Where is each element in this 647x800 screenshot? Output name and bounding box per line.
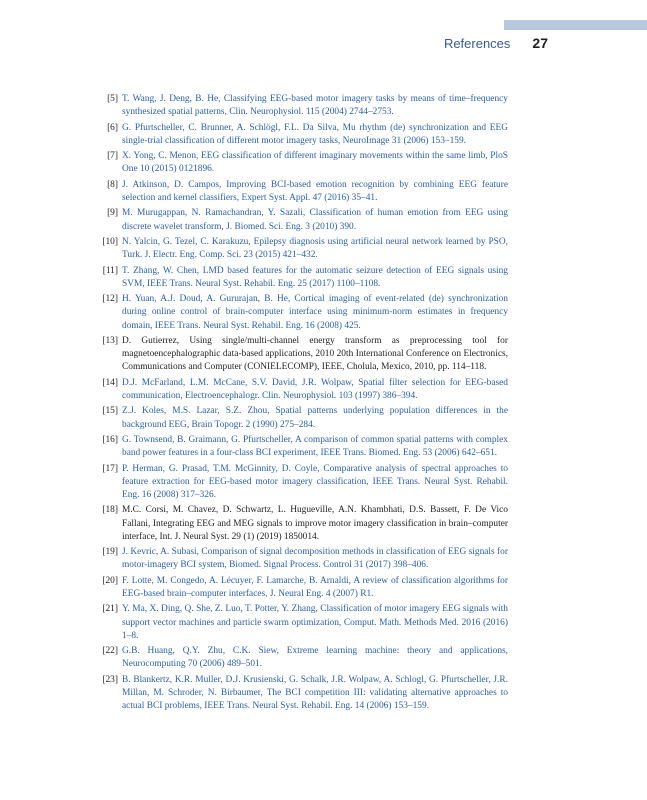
reference-link[interactable]: T. Zhang, W. Chen, LMD based features for the automatic seizure detection of EEG signals using SVM, IEEE Trans. Neural Syst. Rehabil. Eng. 25 (2017) 1100–1108. [122, 265, 508, 289]
reference-item[interactable] [96, 377, 508, 403]
reference-link[interactable]: G.B. Huang, Q.Y. Zhu, C.K. Siew, Extreme learning machine: theory and applications, Neurocomputing 70 (2006) 489–501. [122, 646, 508, 670]
page-number: 27 [532, 35, 548, 51]
reference-link[interactable]: Z.J. Koles, M.S. Lazar, S.Z. Zhou, Spatial patterns underlying population differences in the background EEG, Brain Topogr. 2 (1990) 275–284. [122, 406, 508, 430]
section-title: References [443, 36, 511, 51]
reference-link[interactable]: T. Wang, J. Deng, B. He, Classifying EEG-based motor imagery tasks by means of time–frequency synthesized spatial patterns, Clin. Neurophysiol. 115 (2004) 2744–2753. [122, 94, 508, 118]
reference-number: [6] [107, 122, 118, 133]
reference-link[interactable]: M. Murugappan, N. Ramachandran, Y. Sazali, Classification of human emotion from EEG using discrete wavelet transform, J. Biomed. Sci. Eng. 3 (2010) 390. [122, 208, 508, 232]
reference-number: [21] [102, 604, 118, 615]
reference-link[interactable]: N. Yalcin, G. Tezel, C. Karakuzu, Epilepsy diagnosis using artificial neural network learned by PSO, Turk. J. Electr. Eng. Comp. Sci. 23 (2015) 421–432. [122, 236, 508, 261]
reference-item [96, 335, 508, 375]
reference-number: [11] [102, 265, 118, 276]
reference-link[interactable]: X. Yong, C. Menon, EEG classification of different imaginary movements within the same limb, PloS One 10 (2015) 0121896. [122, 151, 508, 175]
reference-number: [18] [102, 505, 118, 516]
reference-item[interactable] [96, 207, 508, 233]
reference-number: [14] [102, 377, 118, 388]
reference-link[interactable]: B. Blankertz, K.R. Muller, D.J. Krusienski, G. Schalk, J.R. Wolpaw, A. Schlogl, G. Pfurtscheller, J.R. Millan, M. Schroder, N. Birbaumer, The BCI competition III: validating alternative approaches to actual BCI problems, IEEE Trans. Neural Syst. Rehabil. Eng. 14 (2006) 153–159. [122, 674, 508, 712]
reference-number: [19] [102, 547, 118, 558]
reference-item[interactable] [96, 645, 508, 671]
reference-number: [20] [102, 575, 118, 586]
running-head [0, 35, 548, 53]
reference-text: D. Gutierrez, Using single/multi-channel energy transform as preprocessing tool for magnetoencephalographic data-based applications, 2010 20th International Conference on Electronics, Communications and Computer (CONIELECOMP), IEEE, Cholula, Mexico, 2010, pp. 114–118. [122, 335, 508, 373]
reference-number: [17] [102, 463, 118, 474]
reference-item[interactable] [96, 122, 508, 148]
reference-list [96, 93, 508, 716]
reference-item[interactable] [96, 293, 508, 333]
reference-item[interactable] [96, 575, 508, 601]
reference-item[interactable] [96, 674, 508, 714]
reference-link[interactable]: G. Pfurtscheller, C. Brunner, A. Schlögl, F.L. Da Silva, Mu rhythm (de) synchronization and EEG single-trial classification of different motor imagery tasks, NeuroImage 31 (2006) 153–159. [122, 122, 508, 146]
reference-link[interactable]: P. Herman, G. Prasad, T.M. McGinnity, D. Coyle, Comparative analysis of spectral approaches to feature extraction for EEG-based motor imagery classification, IEEE Trans. Neural Syst. Rehabil. Eng. 16 (2008) 317–326. [122, 463, 508, 500]
reference-number: [22] [102, 646, 118, 657]
reference-number: [9] [107, 208, 118, 219]
reference-number: [23] [102, 674, 118, 685]
reference-item[interactable] [96, 236, 508, 262]
reference-number: [12] [102, 294, 118, 305]
reference-item[interactable] [96, 546, 508, 572]
reference-number: [5] [107, 94, 118, 104]
reference-number: [15] [102, 406, 118, 417]
reference-link[interactable]: H. Yuan, A.J. Doud, A. Gururajan, B. He, Cortical imaging of event-related (de) synchronization during online control of brain-computer interface using minimum-norm estimates in frequency domain, IEEE Trans. Neural Syst. Rehabil. Eng. 16 (2008) 425. [122, 294, 508, 331]
reference-item[interactable] [96, 150, 508, 176]
header-accent-bar [504, 20, 647, 30]
reference-item [96, 504, 508, 544]
reference-item[interactable] [96, 434, 508, 460]
reference-number: [8] [107, 179, 118, 190]
reference-number: [7] [107, 151, 118, 162]
reference-link[interactable]: J. Kevric, A. Subasi, Comparison of signal decomposition methods in classification of EEG signals for motor-imagery BCI system, Biomed. Signal Process. Control 31 (2017) 398–406. [122, 547, 508, 571]
reference-item[interactable] [96, 603, 508, 643]
reference-link[interactable]: Y. Ma, X. Ding, Q. She, Z. Luo, T. Potter, Y. Zhang, Classification of motor imagery EEG signals with support vector machines and particle swarm optimization, Comput. Math. Methods Med. 2016 (2016) 1–8. [122, 604, 508, 641]
reference-link[interactable]: F. Lotte, M. Congedo, A. Lécuyer, F. Lamarche, B. Arnaldi, A review of classification algorithms for EEG-based brain–computer interfaces, J. Neural Eng. 4 (2007) R1. [122, 575, 508, 599]
reference-number: [10] [102, 236, 118, 247]
reference-item[interactable] [96, 179, 508, 205]
reference-link[interactable]: J. Atkinson, D. Campos, Improving BCI-based emotion recognition by combining EEG feature selection and kernel classifiers, Expert Syst. Appl. 47 (2016) 35–41. [122, 179, 508, 203]
reference-item[interactable] [96, 93, 508, 119]
reference-link[interactable]: G. Townsend, B. Graimann, G. Pfurtscheller, A comparison of common spatial patterns with complex band power features in a four-class BCI experiment, IEEE Trans. Biomed. Eng. 53 (2006) 642–651. [122, 434, 508, 459]
reference-number: [13] [102, 335, 118, 346]
reference-item[interactable] [96, 463, 508, 503]
reference-item[interactable] [96, 405, 508, 431]
reference-link[interactable]: D.J. McFarland, L.M. McCane, S.V. David, J.R. Wolpaw, Spatial filter selection for EEG-based communication, Electroencephalogr. Clin. Neurophysiol. 103 (1997) 386–394. [122, 377, 508, 401]
reference-item[interactable] [96, 265, 508, 291]
reference-text: M.C. Corsi, M. Chavez, D. Schwartz, L. Hugueville, A.N. Khambhati, D.S. Bassett, F. De Vico Fallani, Integrating EEG and MEG signals to improve motor imagery classification in brain–computer interface, Int. J. Neural Syst. 29 (1) (2019) 1850014. [122, 505, 508, 542]
reference-number: [16] [102, 434, 118, 445]
